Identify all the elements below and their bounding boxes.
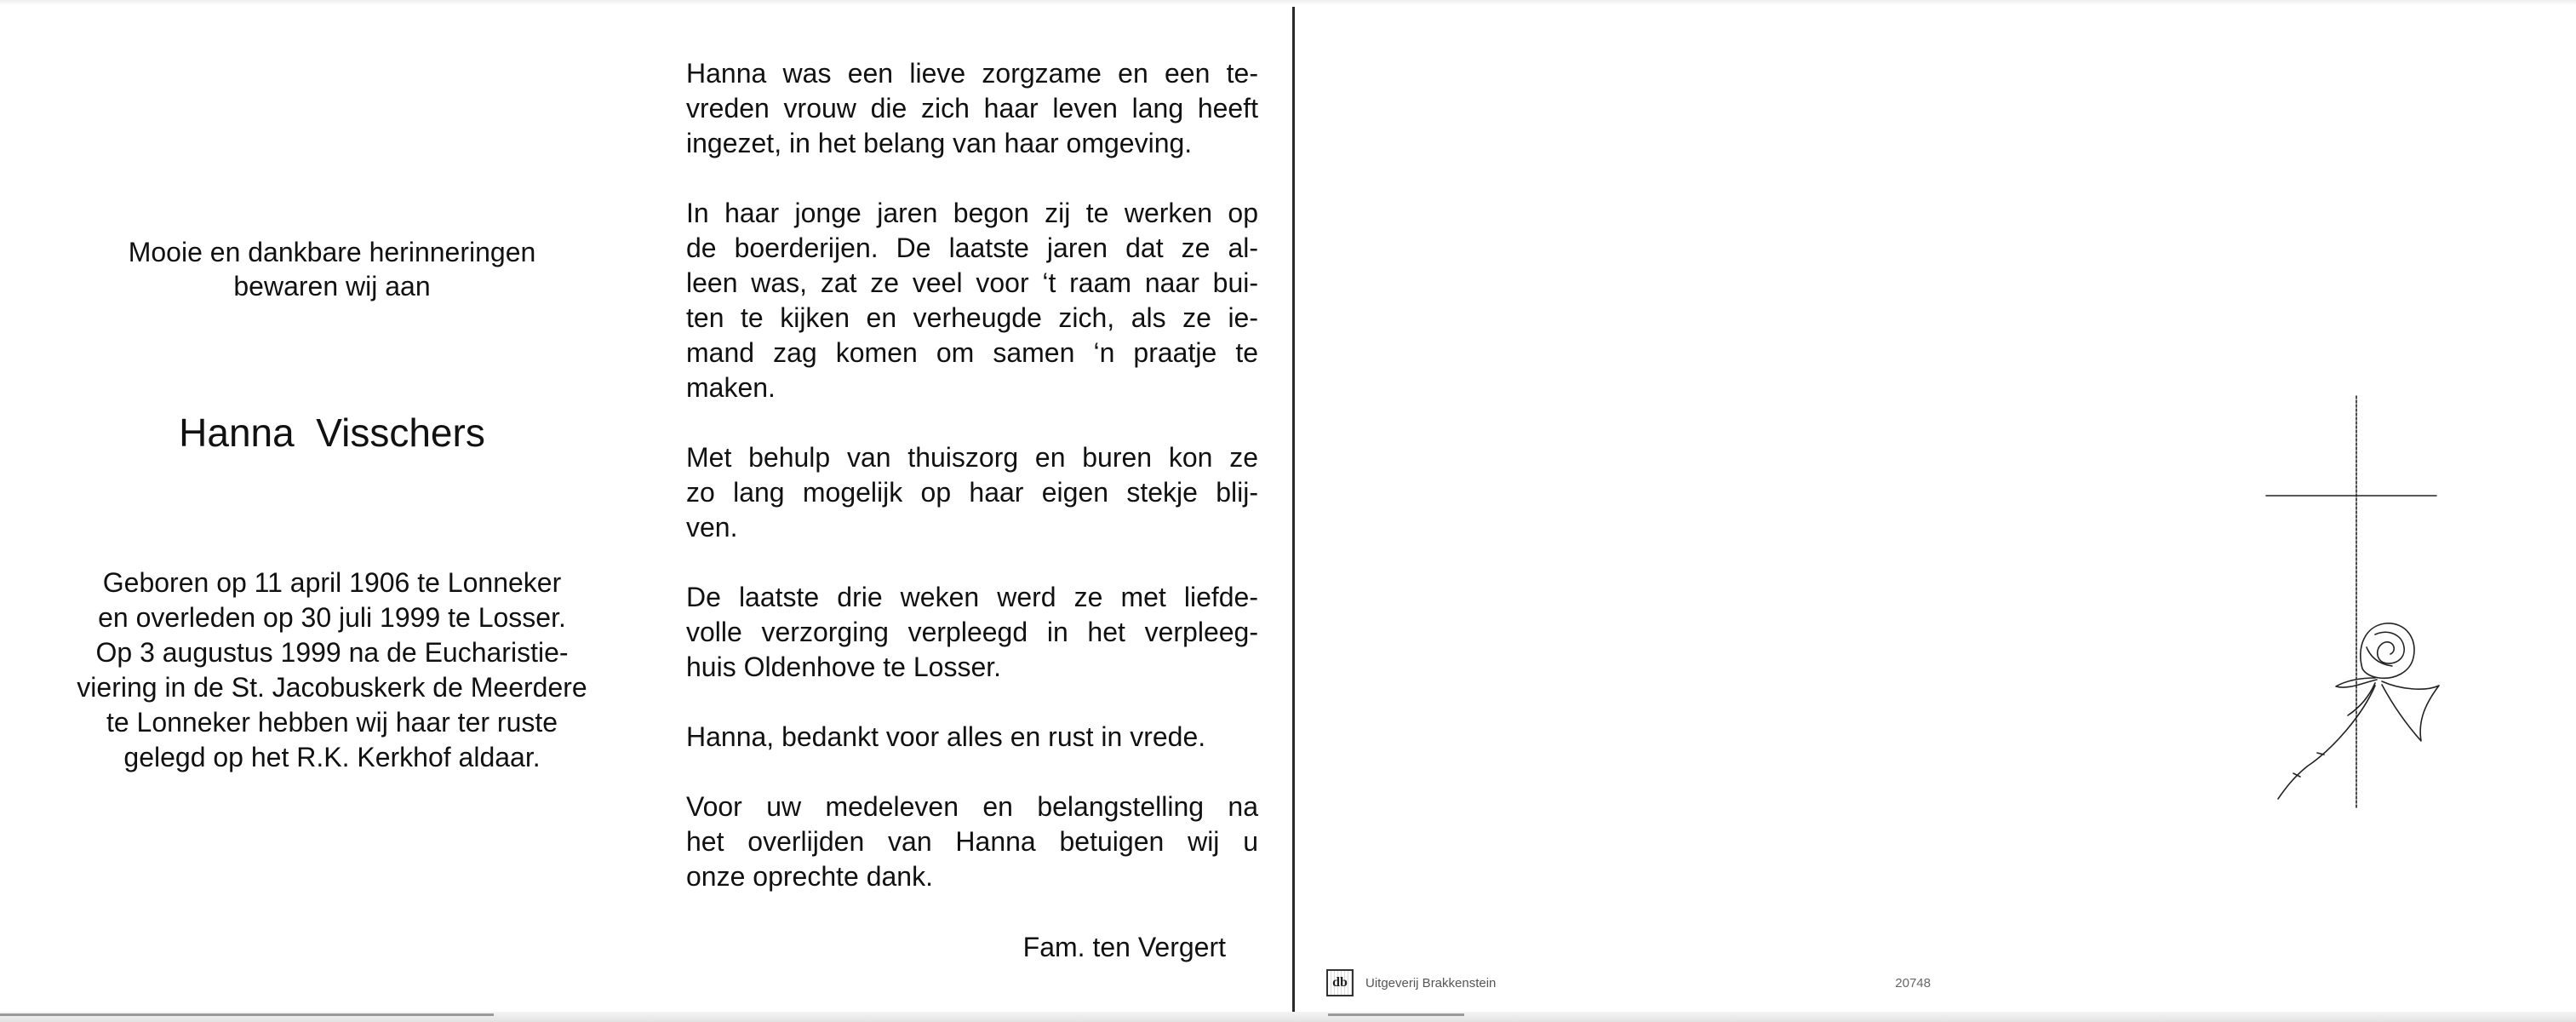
text-line: maken.	[686, 372, 776, 403]
text-line: huis Oldenhove te Losser.	[686, 652, 1002, 682]
bio-line: te Lonneker hebben wij haar ter ruste	[106, 707, 558, 738]
bio-line: viering in de St. Jacobuskerk de Meerdere	[77, 672, 587, 703]
text-line: ten te kijken en verheugde zich, als ze ie-	[686, 302, 1258, 333]
text-line: leen was, zat ze veel voor ‘t raam naar bui-	[686, 267, 1258, 298]
bio-line: gelegd op het R.K. Kerkhof aldaar.	[123, 742, 541, 772]
paragraph	[686, 789, 1258, 894]
bio-line: Geboren op 11 april 1906 te Lonneker	[102, 567, 562, 598]
deceased-name: Hanna Visschers	[179, 411, 485, 455]
text-line: ven.	[686, 512, 738, 543]
bio-line: en overleden op 30 juli 1999 te Losser.	[98, 602, 566, 633]
text-line: volle verzorging verpleegd in het verpleeg-	[686, 617, 1258, 647]
intro-line: bewaren wij aan	[233, 271, 431, 301]
card-number: 20748	[1895, 976, 1931, 990]
publisher-logo-icon: db	[1326, 969, 1354, 996]
text-line: het overlijden van Hanna betuigen wij u	[686, 826, 1258, 857]
rose-stem	[2278, 686, 2375, 799]
paragraph	[686, 720, 1258, 755]
intro-text	[51, 235, 613, 303]
paragraph	[686, 440, 1258, 545]
intro-line: Mooie en dankbare herinneringen	[128, 237, 536, 267]
family-signature: Fam. ten Vergert	[1022, 932, 1226, 962]
paragraph	[686, 580, 1258, 685]
paragraph	[686, 196, 1258, 405]
publisher-name: Uitgeverij Brakkenstein	[1365, 975, 1497, 990]
biography	[34, 566, 630, 775]
bottom-shadow-line	[0, 1013, 494, 1016]
bio-line: Op 3 augustus 1999 na de Eucharistie-	[95, 637, 569, 668]
text-line: ingezet, in het belang van haar omgeving.	[686, 128, 1193, 158]
text-line: zo lang mogelijk op haar eigen stekje blij-	[686, 477, 1258, 508]
text-line: de boerderijen. De laatste jaren dat ze al-	[686, 233, 1258, 263]
card-fold-line	[1292, 7, 1295, 1020]
publisher-mark	[1326, 966, 1496, 1000]
paragraph	[686, 56, 1258, 161]
text-line: vreden vrouw die zich haar leven lang heeft	[686, 93, 1258, 123]
text-line: Met behulp van thuiszorg en buren kon ze	[686, 442, 1258, 473]
text-line: Hanna, bedankt voor alles en rust in vrede.	[686, 721, 1206, 752]
text-line: De laatste drie weken werd ze met liefde-	[686, 582, 1258, 612]
memorial-text	[686, 56, 1258, 929]
text-line: In haar jonge jaren begon zij te werken op	[686, 198, 1258, 228]
text-line: onze oprechte dank.	[686, 861, 933, 892]
bottom-shadow-line	[1328, 1013, 1464, 1016]
text-line: mand zag komen om samen ‘n praatje te	[686, 337, 1258, 368]
text-line: Hanna was een lieve zorgzame en een te-	[686, 58, 1258, 89]
text-line: Voor uw medeleven en belangstelling na	[686, 791, 1258, 822]
card-top-edge	[0, 0, 2576, 5]
cross-rose-illustration	[2247, 392, 2452, 818]
